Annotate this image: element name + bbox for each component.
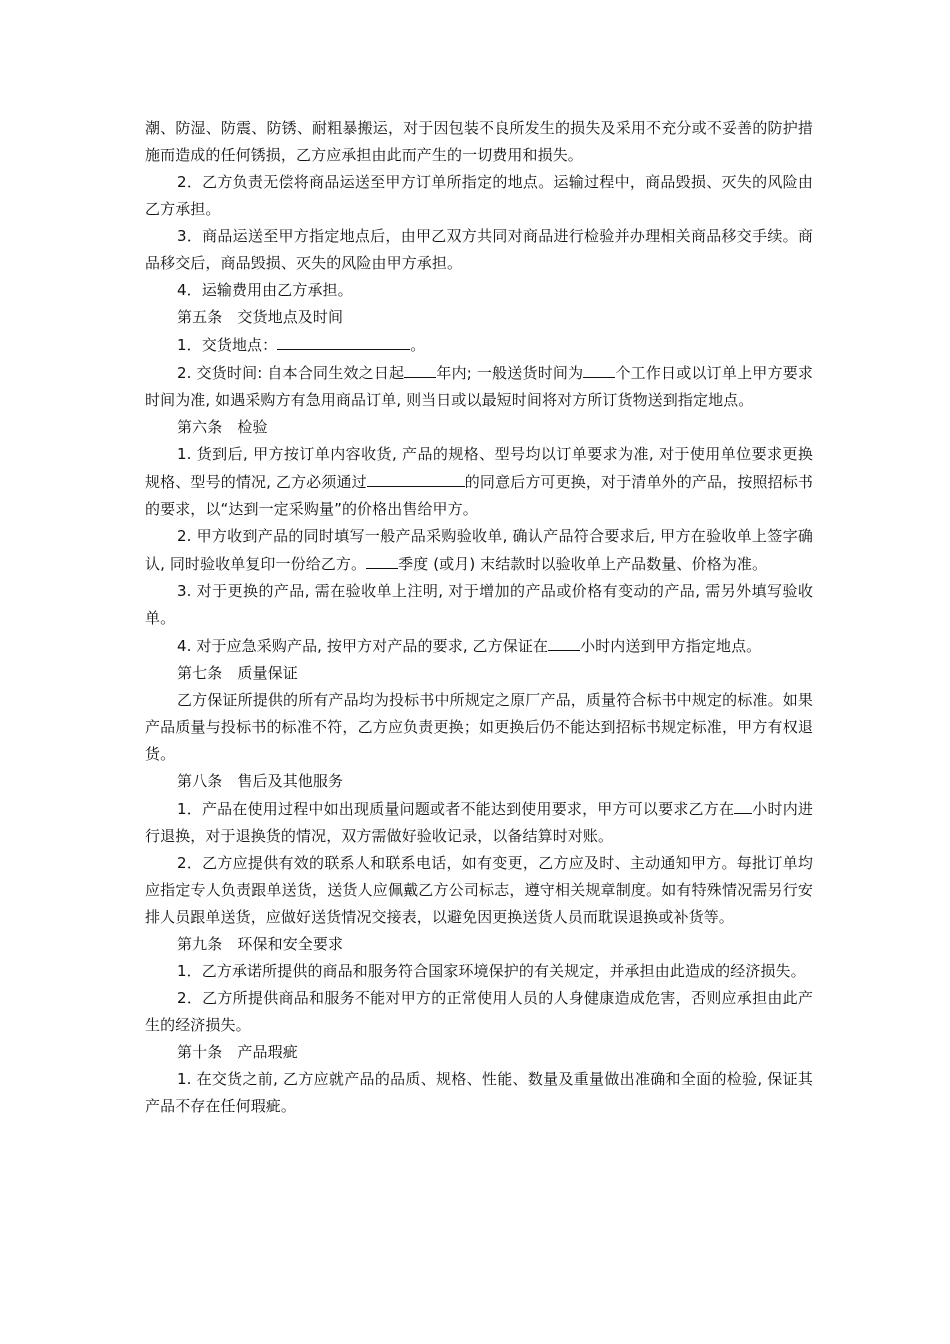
text-span: 2. 甲方收到产品的同时填写一般产品采购验收单, 确认产品符合要求后, 甲方在验收单上签字确认, 同时验收单复印一份给乙方。: [145, 527, 813, 573]
article-10-heading: 第十条 产品瑕疵: [177, 1043, 298, 1061]
text-span: 年内; 一般送货时间为: [436, 364, 584, 382]
paragraph-4-4: 4．运输费用由乙方承担。: [177, 281, 353, 299]
paragraph-6-4: [145, 632, 813, 660]
article-5-heading: 第五条 交货地点及时间: [177, 308, 344, 326]
text-span: 1. 货到后, 甲方按订单内容收货, 产品的规格、型号均以订单要求为准, 对于使用单位要求更换规格、型号的情况, 乙方必须通过: [145, 445, 813, 491]
article-9-heading: 第九条 环保和安全要求: [177, 935, 344, 953]
text-span: 个工作日或以订单上甲方要求时间为准, 如遇采购方有急用商品订单, 则当日或以最短时间将对方所订货物送到指定地点。: [145, 364, 813, 409]
fill-blank: [366, 550, 398, 569]
text-span: 1．产品在使用过程中如出现质量问题或者不能达到使用要求，甲方可以要求乙方在: [177, 800, 735, 818]
paragraph-6-3: 3. 对于更换的产品, 需在验收单上注明, 对于增加的产品或价格有变动的产品, 需另外填写验收单。: [145, 582, 813, 627]
text-span: 小时内进行退换，对于退换货的情况，双方需做好验收记录，以备结算时对账。: [145, 800, 813, 845]
fill-blank: [404, 359, 436, 378]
text-span: 2. 交货时间: 自本合同生效之日起: [177, 364, 405, 382]
fill-blank: [367, 468, 465, 487]
paragraph-4-3: 3．商品运送至甲方指定地点后，由甲乙双方共同对商品进行检验并办理相关商品移交手续。商品移交后，商品毁损、灭失的风险由甲方承担。: [145, 227, 813, 272]
paragraph-9-2: 2．乙方所提供商品和服务不能对甲方的正常使用人员的人身健康造成危害，否则应承担由此产生的经济损失。: [145, 989, 813, 1034]
paragraph-6-2: [145, 523, 813, 578]
paragraph-9-1: 1．乙方承诺所提供的商品和服务符合国家环境保护的有关规定，并承担由此造成的经济损失。: [177, 962, 806, 980]
paragraph-8-2: 2．乙方应提供有效的联系人和联系电话，如有变更，乙方应及时、主动通知甲方。每批订单均应指定专人负责跟单送货，送货人应佩戴乙方公司标志，遵守相关规章制度。如有特殊情况需另行安排人员跟单送货，应做好送货情况交接表，以避免因更换送货人员而耽误退换或补货等。: [145, 854, 813, 926]
paragraph-5-1: [145, 331, 813, 359]
paragraph-packing-continued: 潮、防湿、防震、防锈、耐粗暴搬运，对于因包装不良所发生的损失及采用不充分或不妥善的防护措施而造成的任何锈损，乙方应承担由此而产生的一切费用和损失。: [145, 119, 813, 164]
article-6-heading: 第六条 检验: [177, 418, 268, 436]
paragraph-6-1: [145, 441, 813, 523]
fill-blank: [548, 632, 580, 651]
article-7-heading: 第七条 质量保证: [177, 664, 298, 682]
fill-blank: [734, 795, 752, 814]
paragraph-4-2: 2．乙方负责无偿将商品运送至甲方订单所指定的地点。运输过程中，商品毁损、灭失的风险由乙方承担。: [145, 173, 813, 218]
paragraph-8-1: [145, 795, 813, 850]
paragraph-5-2: [145, 359, 813, 414]
text-span: 。: [410, 336, 426, 354]
text-span: 1．交货地点：: [177, 336, 278, 354]
text-span: 小时内送到甲方指定地点。: [580, 637, 762, 655]
text-span: 季度 (或月) 末结款时以验收单上产品数量、价格为准。: [398, 555, 768, 573]
text-span: 的同意后方可更换，对于清单外的产品，按照招标书的要求，以“达到一定采购量”的价格出售给甲方。: [145, 473, 813, 518]
document-page: [145, 115, 813, 1120]
fill-blank: [277, 331, 410, 350]
paragraph-7: 乙方保证所提供的所有产品均为投标书中所规定之原厂产品，质量符合标书中规定的标准。如果产品质量与投标书的标准不符，乙方应负责更换；如更换后仍不能达到招标书规定标准，甲方有权退货。: [145, 691, 813, 763]
text-span: 4. 对于应急采购产品, 按甲方对产品的要求, 乙方保证在: [177, 637, 549, 655]
fill-blank: [583, 359, 615, 378]
paragraph-10-1: 1. 在交货之前, 乙方应就产品的品质、规格、性能、数量及重量做出准确和全面的检验, 保证其产品不存在任何瑕疵。: [145, 1070, 813, 1115]
article-8-heading: 第八条 售后及其他服务: [177, 772, 344, 790]
